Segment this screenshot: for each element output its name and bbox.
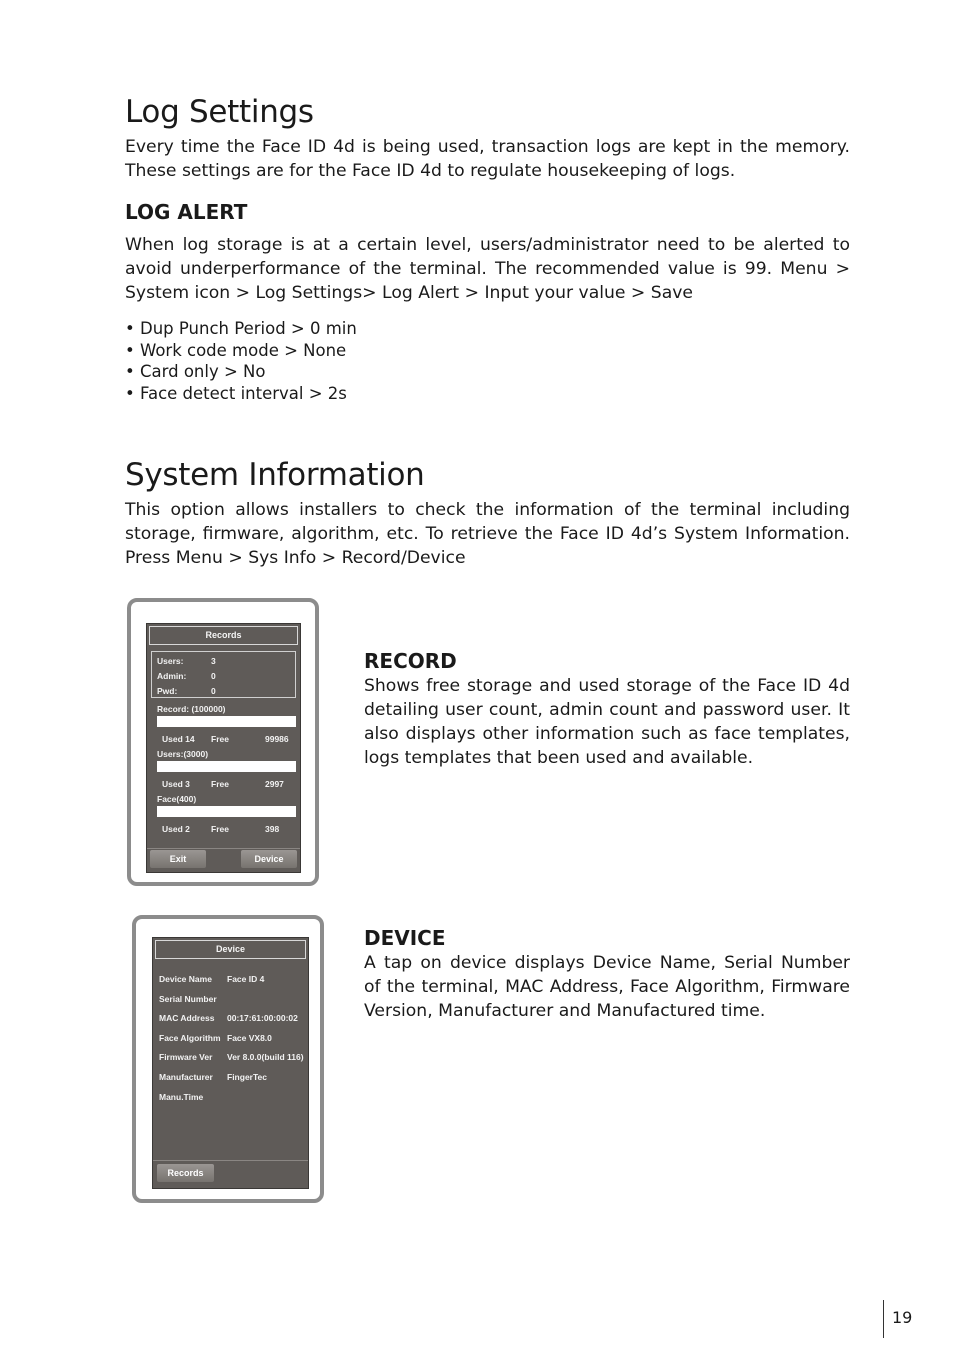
device-button[interactable]: Device <box>241 850 297 868</box>
users-capacity-label: Users:(3000) <box>157 749 209 759</box>
device-screen <box>152 937 309 1189</box>
users-usage-bar <box>157 761 296 772</box>
log-alert-heading: LOG ALERT <box>125 200 248 224</box>
page-number: 19 <box>892 1308 913 1327</box>
records-screen <box>146 623 301 873</box>
face-free-label: Free <box>211 824 229 834</box>
manufacturer-label: Manufacturer <box>159 1072 213 1082</box>
log-settings-list <box>125 318 357 404</box>
record-free-value: 99986 <box>265 734 289 744</box>
records-screen-title: Records <box>149 626 298 645</box>
list-item: • Card only > No <box>125 361 357 383</box>
records-button[interactable]: Records <box>157 1164 214 1182</box>
list-item: • Work code mode > None <box>125 340 357 362</box>
device-name-label: Device Name <box>159 974 212 984</box>
screen-footer-divider <box>147 848 300 849</box>
manufacturer-value: FingerTec <box>227 1072 267 1082</box>
log-settings-title: Log Settings <box>125 94 314 130</box>
device-screen-title: Device <box>155 940 306 959</box>
users-used: Used 3 <box>162 779 190 789</box>
face-capacity-label: Face(400) <box>157 794 197 804</box>
mac-address-value: 00:17:61:00:00:02 <box>227 1013 298 1023</box>
serial-number-label: Serial Number <box>159 994 217 1004</box>
admin-label: Admin: <box>157 671 187 681</box>
record-usage-bar <box>157 716 296 727</box>
list-item: • Face detect interval > 2s <box>125 383 357 405</box>
record-free-label: Free <box>211 734 229 744</box>
device-heading: DEVICE <box>364 926 446 950</box>
pwd-label: Pwd: <box>157 686 178 696</box>
device-body: A tap on device displays Device Name, Serial Number of the terminal, MAC Address, Face Algorithm, Firmware Version, Manufacturer and Manufactured time. <box>364 953 850 1021</box>
record-heading: RECORD <box>364 649 457 673</box>
pwd-value: 0 <box>211 686 216 696</box>
device-info-frame <box>132 915 324 1203</box>
log-settings-intro: Every time the Face ID 4d is being used, transaction logs are kept in the memory. These settings are for the Face ID 4d to regulate housekeeping of logs. <box>125 137 850 181</box>
record-capacity-label: Record: (100000) <box>157 704 226 714</box>
screen-footer-divider <box>153 1160 308 1161</box>
users-free-value: 2997 <box>265 779 284 789</box>
list-item: • Dup Punch Period > 0 min <box>125 318 357 340</box>
log-alert-body: When log storage is at a certain level, users/administrator need to be alerted to avoid underperformance of the terminal. The recommended value is 99. Menu > System icon > Log Settings> Log Alert > Input your value > Save <box>125 235 850 303</box>
record-used: Used 14 <box>162 734 195 744</box>
system-information-intro: This option allows installers to check the information of the terminal including storage, firmware, algorithm, etc. To retrieve the Face ID 4d’s System Information. Press Menu > Sys Info > Record/Device <box>125 500 850 568</box>
face-free-value: 398 <box>265 824 280 834</box>
face-algorithm-label: Face Algorithm <box>159 1033 221 1043</box>
record-body: Shows free storage and used storage of the Face ID 4d detailing user count, admin count and password user. It also displays other information such as face templates, logs templates that been used and available. <box>364 676 850 768</box>
exit-button[interactable]: Exit <box>150 850 206 868</box>
manu-time-label: Manu.Time <box>159 1092 204 1102</box>
page-number-divider <box>883 1300 884 1338</box>
firmware-ver-label: Firmware Ver <box>159 1052 213 1062</box>
firmware-ver-value: Ver 8.0.0(build 116) <box>227 1052 304 1062</box>
face-used: Used 2 <box>162 824 190 834</box>
face-algorithm-value: Face VX8.0 <box>227 1033 272 1043</box>
admin-value: 0 <box>211 671 216 681</box>
records-device-frame <box>127 598 319 886</box>
device-name-value: Face ID 4 <box>227 974 265 984</box>
users-value: 3 <box>211 656 216 666</box>
users-free-label: Free <box>211 779 229 789</box>
face-usage-bar <box>157 806 296 817</box>
users-label: Users: <box>157 656 184 666</box>
system-information-title: System Information <box>125 457 425 493</box>
mac-address-label: MAC Address <box>159 1013 215 1023</box>
